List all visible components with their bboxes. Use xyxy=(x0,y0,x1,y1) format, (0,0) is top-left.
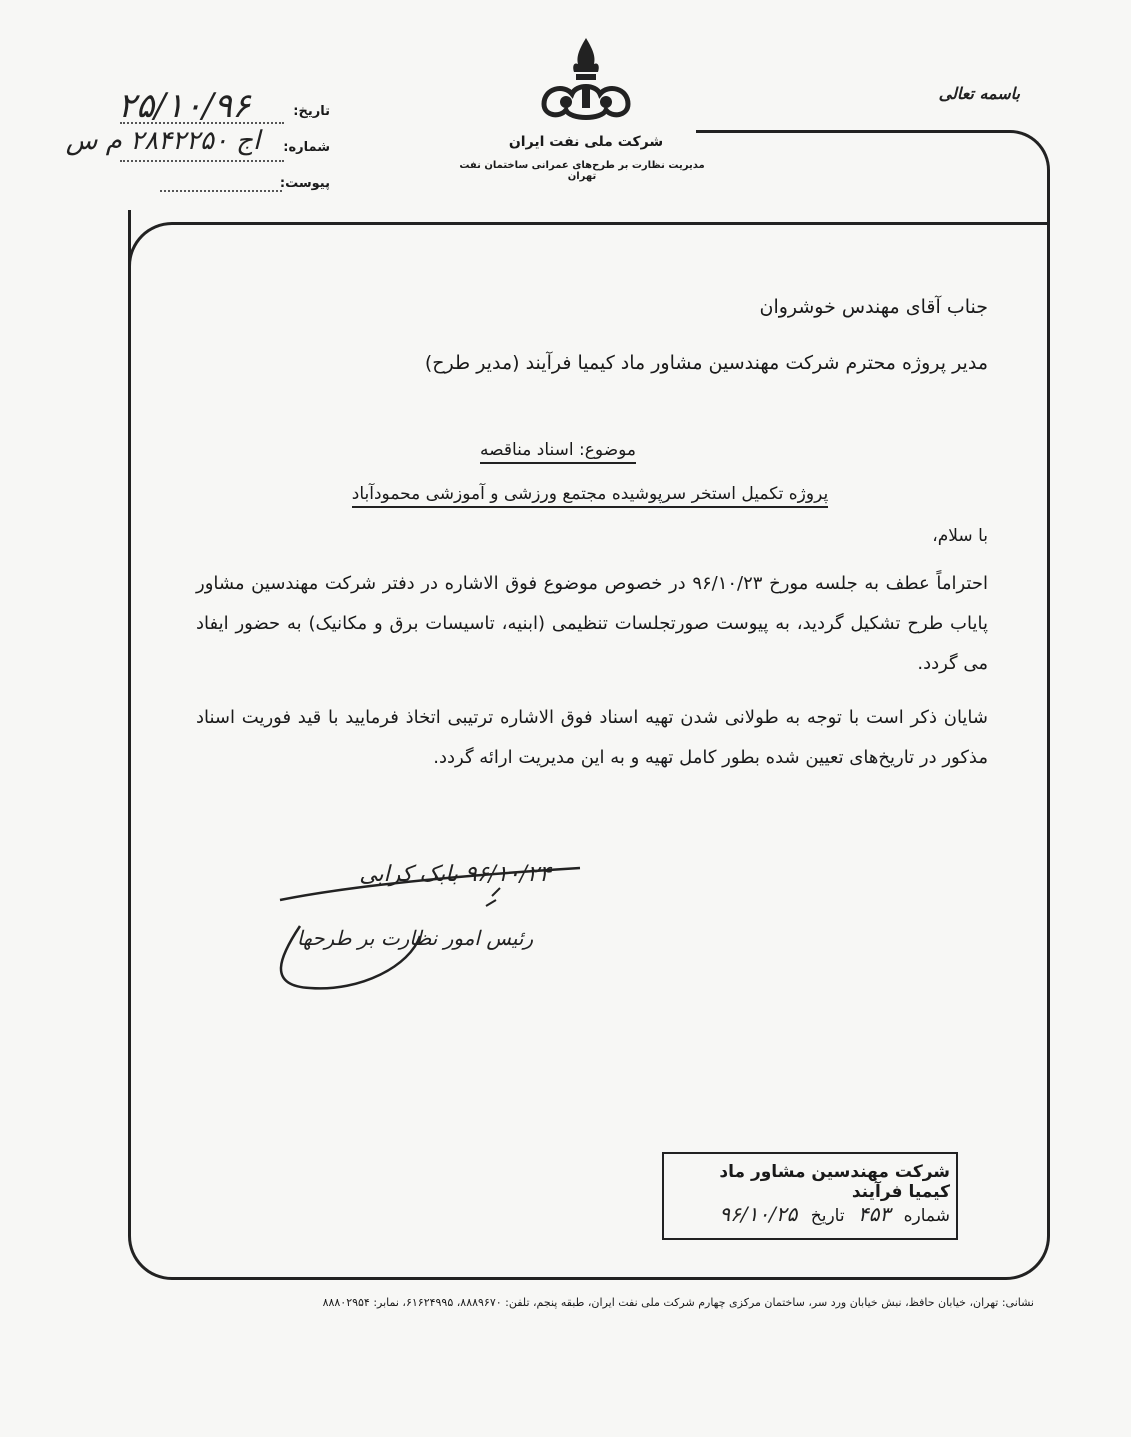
subject-line1: موضوع: اسناد مناقصه xyxy=(480,440,636,464)
attachment-dots xyxy=(160,190,282,192)
invocation-text: باسمه تعالی xyxy=(938,84,1020,103)
number-label: شماره: xyxy=(283,140,330,155)
received-stamp xyxy=(662,1152,958,1240)
subject-project xyxy=(330,484,850,504)
paragraph-2: شایان ذکر است با توجه به طولانی شدن تهیه اسناد فوق الاشاره ترتیبی اتخاذ فرمایید با قید فوریت اسناد مذکور در تاریخ‌های تعیین شده بطور کامل تهیه و به این مدیریت ارائه گردد. xyxy=(196,707,988,768)
stamp-number-value: ۴۵۳ xyxy=(857,1202,891,1226)
flame-emblem-icon xyxy=(526,34,646,134)
date-dots xyxy=(120,122,284,124)
frame-top-left xyxy=(128,222,1050,282)
number-value: اج ۲۸۴۲۲۵۰ م س xyxy=(65,126,261,156)
subject-title xyxy=(440,440,676,460)
date-label: تاریخ: xyxy=(293,104,330,119)
stamp-number-label: شماره xyxy=(903,1206,950,1226)
greeting: با سلام، xyxy=(932,526,988,546)
paragraph-1: احتراماً عطف به جلسه مورخ ۹۶/۱۰/۲۳ در خصوص موضوع فوق الاشاره در دفتر شرکت مهندسین مشاور پایاب طرح تشکیل گردید، به پیوست صورتجلسات تنظیمی (ابنیه، تاسیسات برق و مکانیک) به حضور ایفاد می گردد. xyxy=(196,573,988,674)
org-name: شرکت ملی نفت ایران xyxy=(508,134,664,150)
stamp-date-value: ۹۶/۱۰/۲۵ xyxy=(719,1202,798,1226)
signature-date-name: ۹۶/۱۰/۲۴ بابک کرابی xyxy=(359,862,551,887)
org-subtitle: مدیریت نظارت بر طرح‌های عمرانی ساختمان نفت تهران xyxy=(459,160,705,182)
nioc-logo xyxy=(526,34,646,134)
attachment-label: پیوست: xyxy=(279,176,330,191)
signature-title: رئیس امور نظارت بر طرحها xyxy=(296,926,534,950)
recipient-title: مدیر پروژه محترم شرکت مهندسین مشاور ماد کیمیا فرآیند (مدیر طرح) xyxy=(424,352,988,374)
stamp-number-row xyxy=(672,1202,950,1226)
number-dots xyxy=(120,160,284,162)
date-value: ۲۵/۱۰/۹۶ xyxy=(117,86,251,126)
stamp-company: شرکت مهندسین مشاور ماد کیمیا فرآیند xyxy=(719,1162,950,1202)
subject-line2: پروژه تکمیل استخر سرپوشیده مجتمع ورزشی و آموزشی محمودآباد xyxy=(352,484,828,508)
frame-top-right xyxy=(696,130,1050,210)
footer-address: نشانی: تهران، خیابان حافظ، نبش خیابان ورد سر، ساختمان مرکزی چهارم شرکت ملی نفت ایران، طبقه پنجم، تلفن: ۸۸۸۹۶۷۰، ۶۱۶۲۴۹۹۵، نمابر: ۸۸۸۰۲۹۵۴ xyxy=(322,1296,1034,1309)
stamp-date-label: تاریخ xyxy=(810,1206,845,1226)
recipient-name: جناب آقای مهندس خوشروان xyxy=(759,296,988,318)
